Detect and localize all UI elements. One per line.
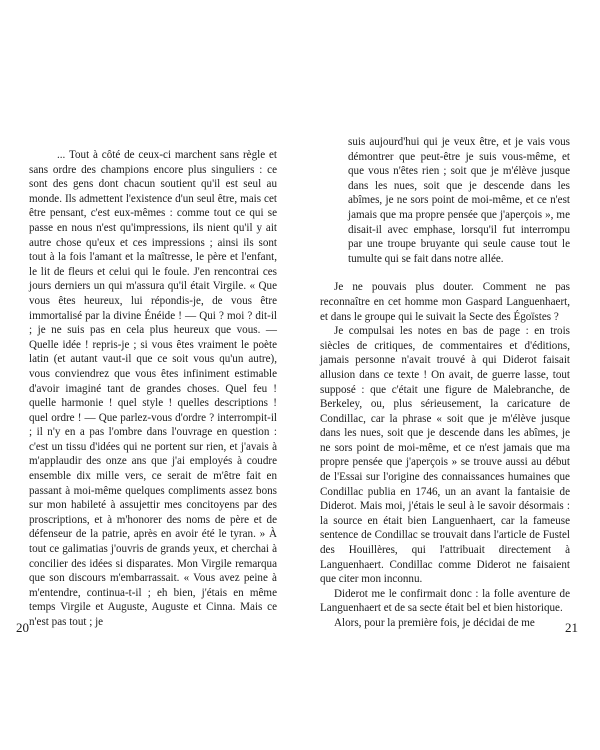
page-number-left: 20 [16,620,29,635]
paragraph: Je ne pouvais plus douter. Comment ne pas reconnaître en cet homme mon Gaspard Languenhaert, et dans le groupe qui le suivait la Secte des Égoïstes ? [320,281,570,323]
page-number-right: 21 [565,620,578,635]
paragraph: Alors, pour la première fois, je décidai de me [334,617,535,629]
paragraph: ... Tout à côté de ceux-ci marchent sans règle et sans ordre des champions encore plus singuliers : ce sont des gens dont chacun soutient qu'il est seul au monde. Ils admettent l'existence d'un seul être, mais cet être pensant, c'est eux-mêmes : comme tout ce qui se passe en nous n'est qu'impressions, ils nient qu'il y ait autre chose qu'eux et ces impressions ; ainsi ils sont tout à la fois l'amant et la maîtresse, le père et l'enfant, le lit de fleurs et celui qui le foule. J'en rencontrai ces jours derniers un qui m'assura qu'il était Virgile. « Que vous êtes heureux, lui répondis-je, de vous être immortalisé par la divine Énéide ! — Qui ? moi ? dit-il ; je ne suis pas en cela plus heureux que vous. — Quelle idée ! repris-je ; si vous êtes vraiment le poète latin (et autant vaut-il que ce soit vous qu'un autre), vous conviendrez que vous êtes infiniment estimable d'avoir imaginé tant de grandes choses. Quel feu ! quelle harmonie ! quel style ! quelles descriptions ! quel ordre ! — Que parlez-vous d'ordre ? interrompit-il ; il n'y en a pas l'ombre dans l'ouvrage en question : c'est un tissu d'idées qui ne portent sur rien, et j'avais à m'applaudir des onze ans que j'ai employés à coudre ensemble dix mille vers, ce serait de m'être fait en passant à moi-même quelques compliments assez bons sur mon habileté à assujettir mes concitoyens par des proscriptions, et à m'honorer des noms de père et de défenseur de la patrie, après en avoir été le tyran. » À tout ce galimatias j'ouvris de grands yeux, et cherchai à concilier des idées si disparates. Mon Virgile remarqua que son discours m'embarrassait. « Vous avez peine à m'entendre, continua-t-il ; eh bien, j'étais en même temps Virgile et Auguste, Auguste et Cinna. Mais ce n'est pas tout ; je [29,149,277,628]
paragraph: Diderot me le confirmait donc : la folle aventure de Languenhaert et de sa secte était bel et bien historique. [320,587,570,615]
paragraph-quote-continuation: suis aujourd'hui qui je veux être, et je vais vous démontrer que peut-être je suis vous-même, et que vous n'êtes rien ; soit que je m'élève jusque dans les nues, soit que je descende dans les abîmes, je ne sors point de moi-même, et ce n'est jamais que ma propre pensée que j'aperçois », me disait-il avec emphase, lorsqu'il fut interrompu par une troupe bruyante qui seule cause tout le tumulte qui se fait dans notre allée. [348,136,570,265]
left-page-text [29,148,277,630]
right-page-text [320,135,570,631]
right-page [300,0,600,750]
paragraph: Je compulsai les notes en bas de page : en trois siècles de critiques, de commentaires et d'éditions, jamais personne n'avait trouvé à qui Diderot faisait allusion dans ce texte ! On avait, de guerre lasse, tout supposé : que c'était une figure de Malebranche, de Berkeley, ou, plus sérieusement, la caricature de Condillac, car la phrase « soit que je m'élève jusque dans les nues, soit que je descende dans les abîmes, je ne sors point de moi-même, et ce n'est jamais que ma propre pensée que j'aperçois » se trouve aussi au début de l'Essai sur l'origine des connaissances humaines que Condillac publia en 1746, un an avant la fantaisie de Diderot. Mais moi, j'étais le seul à le savoir désormais : la source en était bien Languenhaert, car la fameuse sentence de Condillac se trouvait dans l'article de Fustel des Houillères, qui l'attribuait directement à Languenhaert. Condillac comme Diderot ne faisaient que citer mon inconnu. [320,325,570,586]
